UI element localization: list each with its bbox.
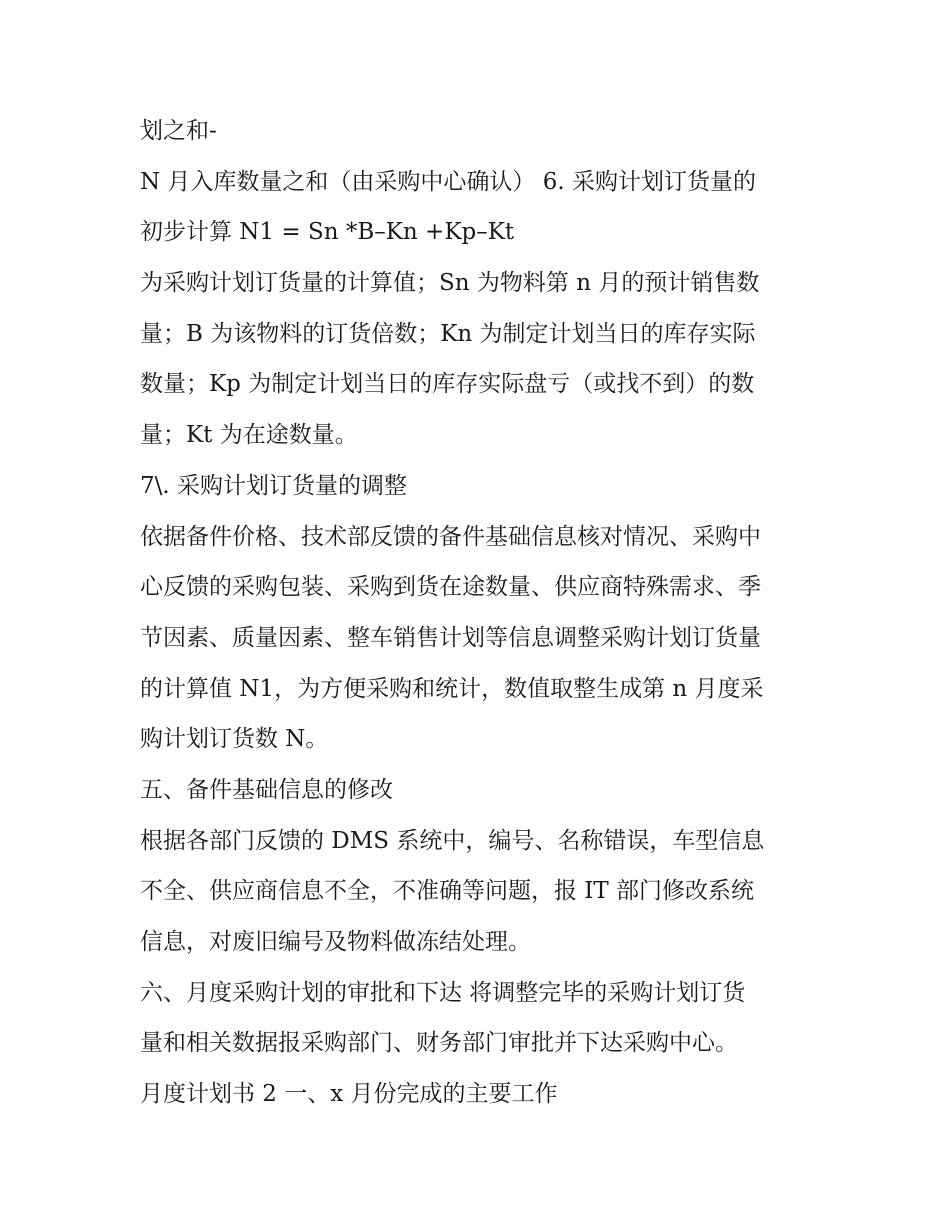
- body-text: [140, 106, 820, 1120]
- text-line: 节因素、质量因素、整车销售计划等信息调整采购计划订货量: [140, 624, 761, 651]
- formula-line: 初步计算 N1 = Sn *B–Kn +Kp–Kt: [140, 219, 515, 246]
- text-line: 为采购计划订货量的计算值；Sn 为物料第 n 月的预计销售数: [140, 270, 760, 297]
- text-line: 不全、供应商信息不全，不准确等问题，报 IT 部门修改系统: [140, 878, 755, 905]
- section-heading: 五、备件基础信息的修改: [140, 776, 393, 803]
- text-line: 划之和-: [140, 118, 217, 144]
- text-line: 的计算值 N1，为方便采购和统计，数值取整生成第 n 月度采: [140, 675, 764, 702]
- section-heading: 7\. 采购计划订货量的调整: [140, 472, 408, 499]
- section-heading: 六、月度采购计划的审批和下达 将调整完毕的采购计划订货: [140, 979, 746, 1006]
- text-line: 量；Kt 为在途数量。: [140, 422, 358, 449]
- section-heading: 月度计划书 2 一、x 月份完成的主要工作: [140, 1081, 558, 1108]
- text-line: 根据各部门反馈的 DMS 系统中，编号、名称错误，车型信息: [140, 827, 765, 854]
- text-line: 信息，对废旧编号及物料做冻结处理。: [140, 929, 531, 955]
- text-line: 购计划订货数 N。: [140, 726, 329, 753]
- text-line: 依据备件价格、技术部反馈的备件基础信息核对情况、采购中: [140, 523, 761, 550]
- text-line: 量；B 为该物料的订货倍数；Kn 为制定计划当日的库存实际: [140, 320, 756, 347]
- text-line: 数量；Kp 为制定计划当日的库存实际盘亏（或找不到）的数: [140, 371, 755, 398]
- text-line: 心反馈的采购包装、采购到货在途数量、供应商特殊需求、季: [140, 574, 761, 601]
- text-line: 量和相关数据报采购部门、财务部门审批并下达采购中心。: [140, 1030, 738, 1057]
- text-line: N 月入库数量之和（由采购中心确认） 6. 采购计划订货量的: [140, 168, 757, 195]
